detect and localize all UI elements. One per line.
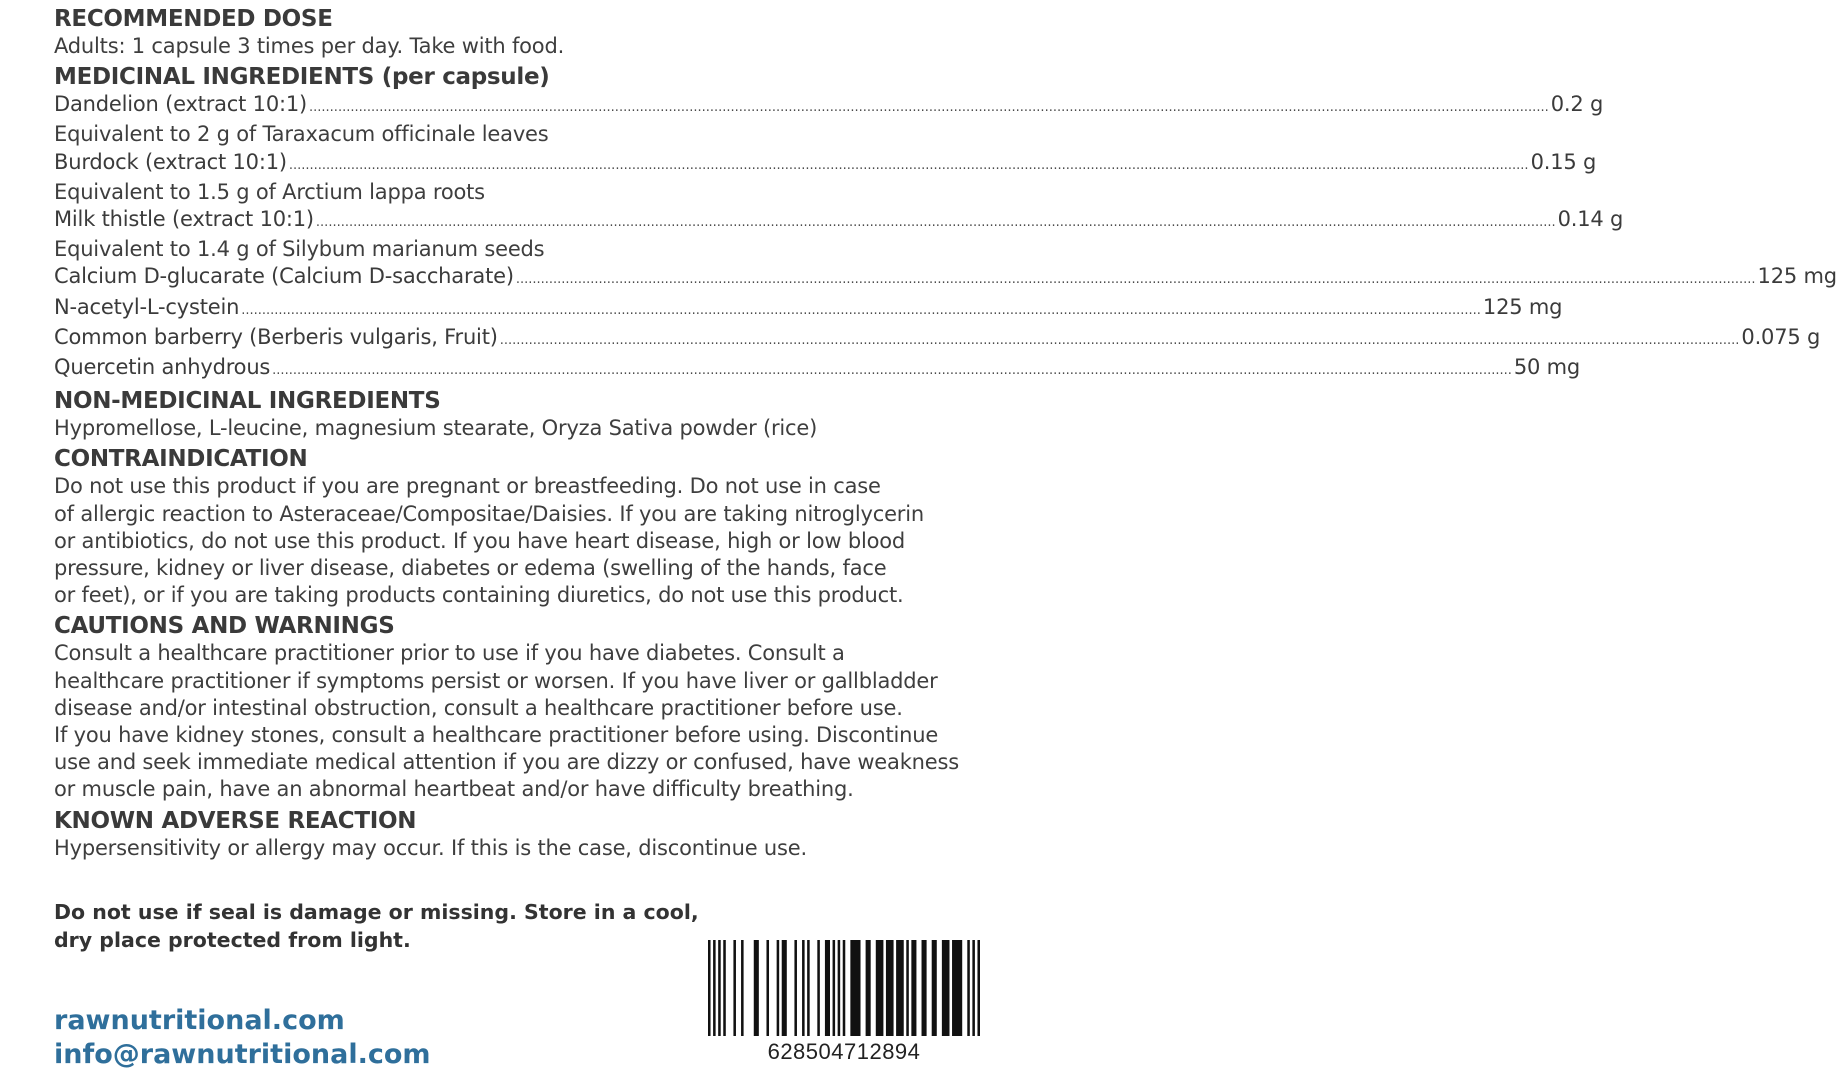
ingredient-amount: 125 mg <box>1482 294 1563 319</box>
ingredient-list <box>54 91 1837 384</box>
contraindication-line: pressure, kidney or liver disease, diabetes or edema (swelling of the hands, face <box>54 556 887 581</box>
barcode-bar <box>833 940 836 1036</box>
barcode-bar <box>754 940 759 1036</box>
barcode-number: 628504712894 <box>767 1039 921 1064</box>
cautions-line: Consult a healthcare practitioner prior to use if you have diabetes. Consult a <box>54 641 845 666</box>
medicinal-heading: MEDICINAL INGREDIENTS (per capsule) <box>54 64 550 91</box>
email-link[interactable]: info@rawnutritional.com <box>54 1039 431 1070</box>
ingredient-row <box>54 206 1624 236</box>
barcode-bar <box>843 940 846 1036</box>
barcode-bar <box>906 940 909 1036</box>
cautions-heading: CAUTIONS AND WARNINGS <box>54 613 395 640</box>
barcode-bar <box>850 940 860 1036</box>
cautions-line: If you have kidney stones, consult a healthcare practitioner before using. Discontinue <box>54 723 939 748</box>
non-medicinal-section <box>54 388 1014 442</box>
ingredient-equivalent: Equivalent to 1.5 g of Arctium lappa roots <box>54 179 485 204</box>
ingredient-amount: 50 mg <box>1513 355 1581 380</box>
barcode-bar <box>911 940 916 1036</box>
cautions-line: or muscle pain, have an abnormal heartbeat and/or have difficulty breathing. <box>54 777 854 802</box>
barcode-bar <box>838 940 841 1036</box>
barcode-bar <box>794 940 797 1036</box>
adverse-text: Hypersensitivity or allergy may occur. If this is the case, discontinue use. <box>54 835 807 860</box>
ingredient-row <box>54 324 1821 354</box>
barcode-bar <box>782 940 787 1036</box>
contraindication-line: or feet), or if you are taking products containing diuretics, do not use this product. <box>54 583 904 608</box>
dot-leader: ............................................................................................................................................................................................................................................................................................................ <box>515 272 1756 288</box>
barcode-bar <box>733 940 736 1036</box>
barcode-bar <box>866 940 871 1036</box>
supplement-label <box>54 6 1837 862</box>
barcode-bar <box>922 940 927 1036</box>
barcode-bar <box>777 940 780 1036</box>
ingredient-name: Burdock (extract 10:1) <box>54 149 287 174</box>
dot-leader: ............................................................................................................................................................................................................................................................................................................ <box>309 100 1549 116</box>
ingredient-amount: 0.15 g <box>1530 149 1597 174</box>
barcode-bar <box>886 940 894 1036</box>
barcode-bar <box>723 940 726 1036</box>
ingredient-row <box>54 294 1563 324</box>
ingredient-name: Common barberry (Berberis vulgaris, Fruit) <box>54 324 498 349</box>
ingredient-equivalent: Equivalent to 1.4 g of Silybum marianum seeds <box>54 237 545 262</box>
dot-leader: ............................................................................................................................................................................................................................................................................................................ <box>288 157 1529 173</box>
medicinal-section <box>54 64 1837 384</box>
barcode-bar <box>741 940 744 1036</box>
contraindication-line: or antibiotics, do not use this product. If you have heart disease, high or low blood <box>54 528 906 553</box>
dot-leader: ............................................................................................................................................................................................................................................................................................................ <box>272 363 1512 379</box>
barcode-bar <box>766 940 769 1036</box>
barcode-bar <box>876 940 884 1036</box>
ingredient-amount: 0.075 g <box>1741 324 1821 349</box>
cautions-line: healthcare practitioner if symptoms persist or worsen. If you have liver or gallbladder <box>54 668 938 693</box>
barcode-bar <box>952 940 962 1036</box>
website-link[interactable]: rawnutritional.com <box>54 1005 345 1036</box>
storage-line: Do not use if seal is damage or missing. Store in a cool, <box>54 900 699 924</box>
contraindication-section <box>54 446 1014 609</box>
ingredient-row <box>54 354 1581 384</box>
adverse-heading: KNOWN ADVERSE REACTION <box>54 807 417 834</box>
non-medicinal-heading: NON-MEDICINAL INGREDIENTS <box>54 388 441 415</box>
ingredient-amount: 0.2 g <box>1550 92 1604 117</box>
dot-leader: ............................................................................................................................................................................................................................................................................................................ <box>241 302 1481 318</box>
ingredient-row <box>54 91 1604 121</box>
contraindication-line: of allergic reaction to Asteraceae/Compositae/Daisies. If you are taking nitroglycerin <box>54 501 924 526</box>
barcode-bar <box>967 940 970 1036</box>
barcode-bar <box>802 940 805 1036</box>
contact-block <box>54 1004 431 1072</box>
barcode-bar <box>708 940 711 1036</box>
barcode-image <box>708 940 980 1036</box>
ingredient-name: Dandelion (extract 10:1) <box>54 92 308 117</box>
barcode-bar <box>825 940 830 1036</box>
barcode-bar <box>977 940 980 1036</box>
contraindication-line: Do not use this product if you are pregnant or breastfeeding. Do not use in case <box>54 474 881 499</box>
ingredient-row <box>54 149 1597 179</box>
barcode-bar <box>896 940 904 1036</box>
non-medicinal-text: Hypromellose, L-leucine, magnesium stearate, Oryza Sativa powder (rice) <box>54 416 818 441</box>
adverse-section <box>54 808 1014 862</box>
storage-note <box>54 898 754 954</box>
dose-section <box>54 6 1014 60</box>
ingredient-name: Quercetin anhydrous <box>54 355 271 380</box>
contraindication-heading: CONTRAINDICATION <box>54 446 308 473</box>
cautions-line: use and seek immediate medical attention if you are dizzy or confused, have weakness <box>54 750 959 775</box>
barcode-bar <box>932 940 937 1036</box>
storage-line: dry place protected from light. <box>54 928 411 952</box>
ingredient-name: N-acetyl-L-cystein <box>54 294 240 319</box>
barcode-bar <box>713 940 716 1036</box>
ingredient-amount: 0.14 g <box>1557 207 1624 232</box>
barcode-bar <box>817 940 820 1036</box>
ingredient-row <box>54 263 1837 293</box>
barcode-bar <box>718 940 721 1036</box>
barcode-bar <box>807 940 810 1036</box>
dose-text: Adults: 1 capsule 3 times per day. Take with food. <box>54 34 565 58</box>
cautions-line: disease and/or intestinal obstruction, consult a healthcare practitioner before use. <box>54 695 903 720</box>
dot-leader: ............................................................................................................................................................................................................................................................................................................ <box>315 215 1556 231</box>
ingredient-equivalent: Equivalent to 2 g of Taraxacum officinale leaves <box>54 122 549 147</box>
ingredient-name: Milk thistle (extract 10:1) <box>54 207 314 232</box>
dot-leader: ............................................................................................................................................................................................................................................................................................................ <box>499 332 1740 348</box>
barcode-bar <box>942 940 950 1036</box>
barcode-bar <box>972 940 975 1036</box>
cautions-section <box>54 613 1014 803</box>
dose-heading: RECOMMENDED DOSE <box>54 6 333 32</box>
ingredient-name: Calcium D-glucarate (Calcium D-saccharate) <box>54 264 514 289</box>
ingredient-amount: 125 mg <box>1757 264 1837 289</box>
